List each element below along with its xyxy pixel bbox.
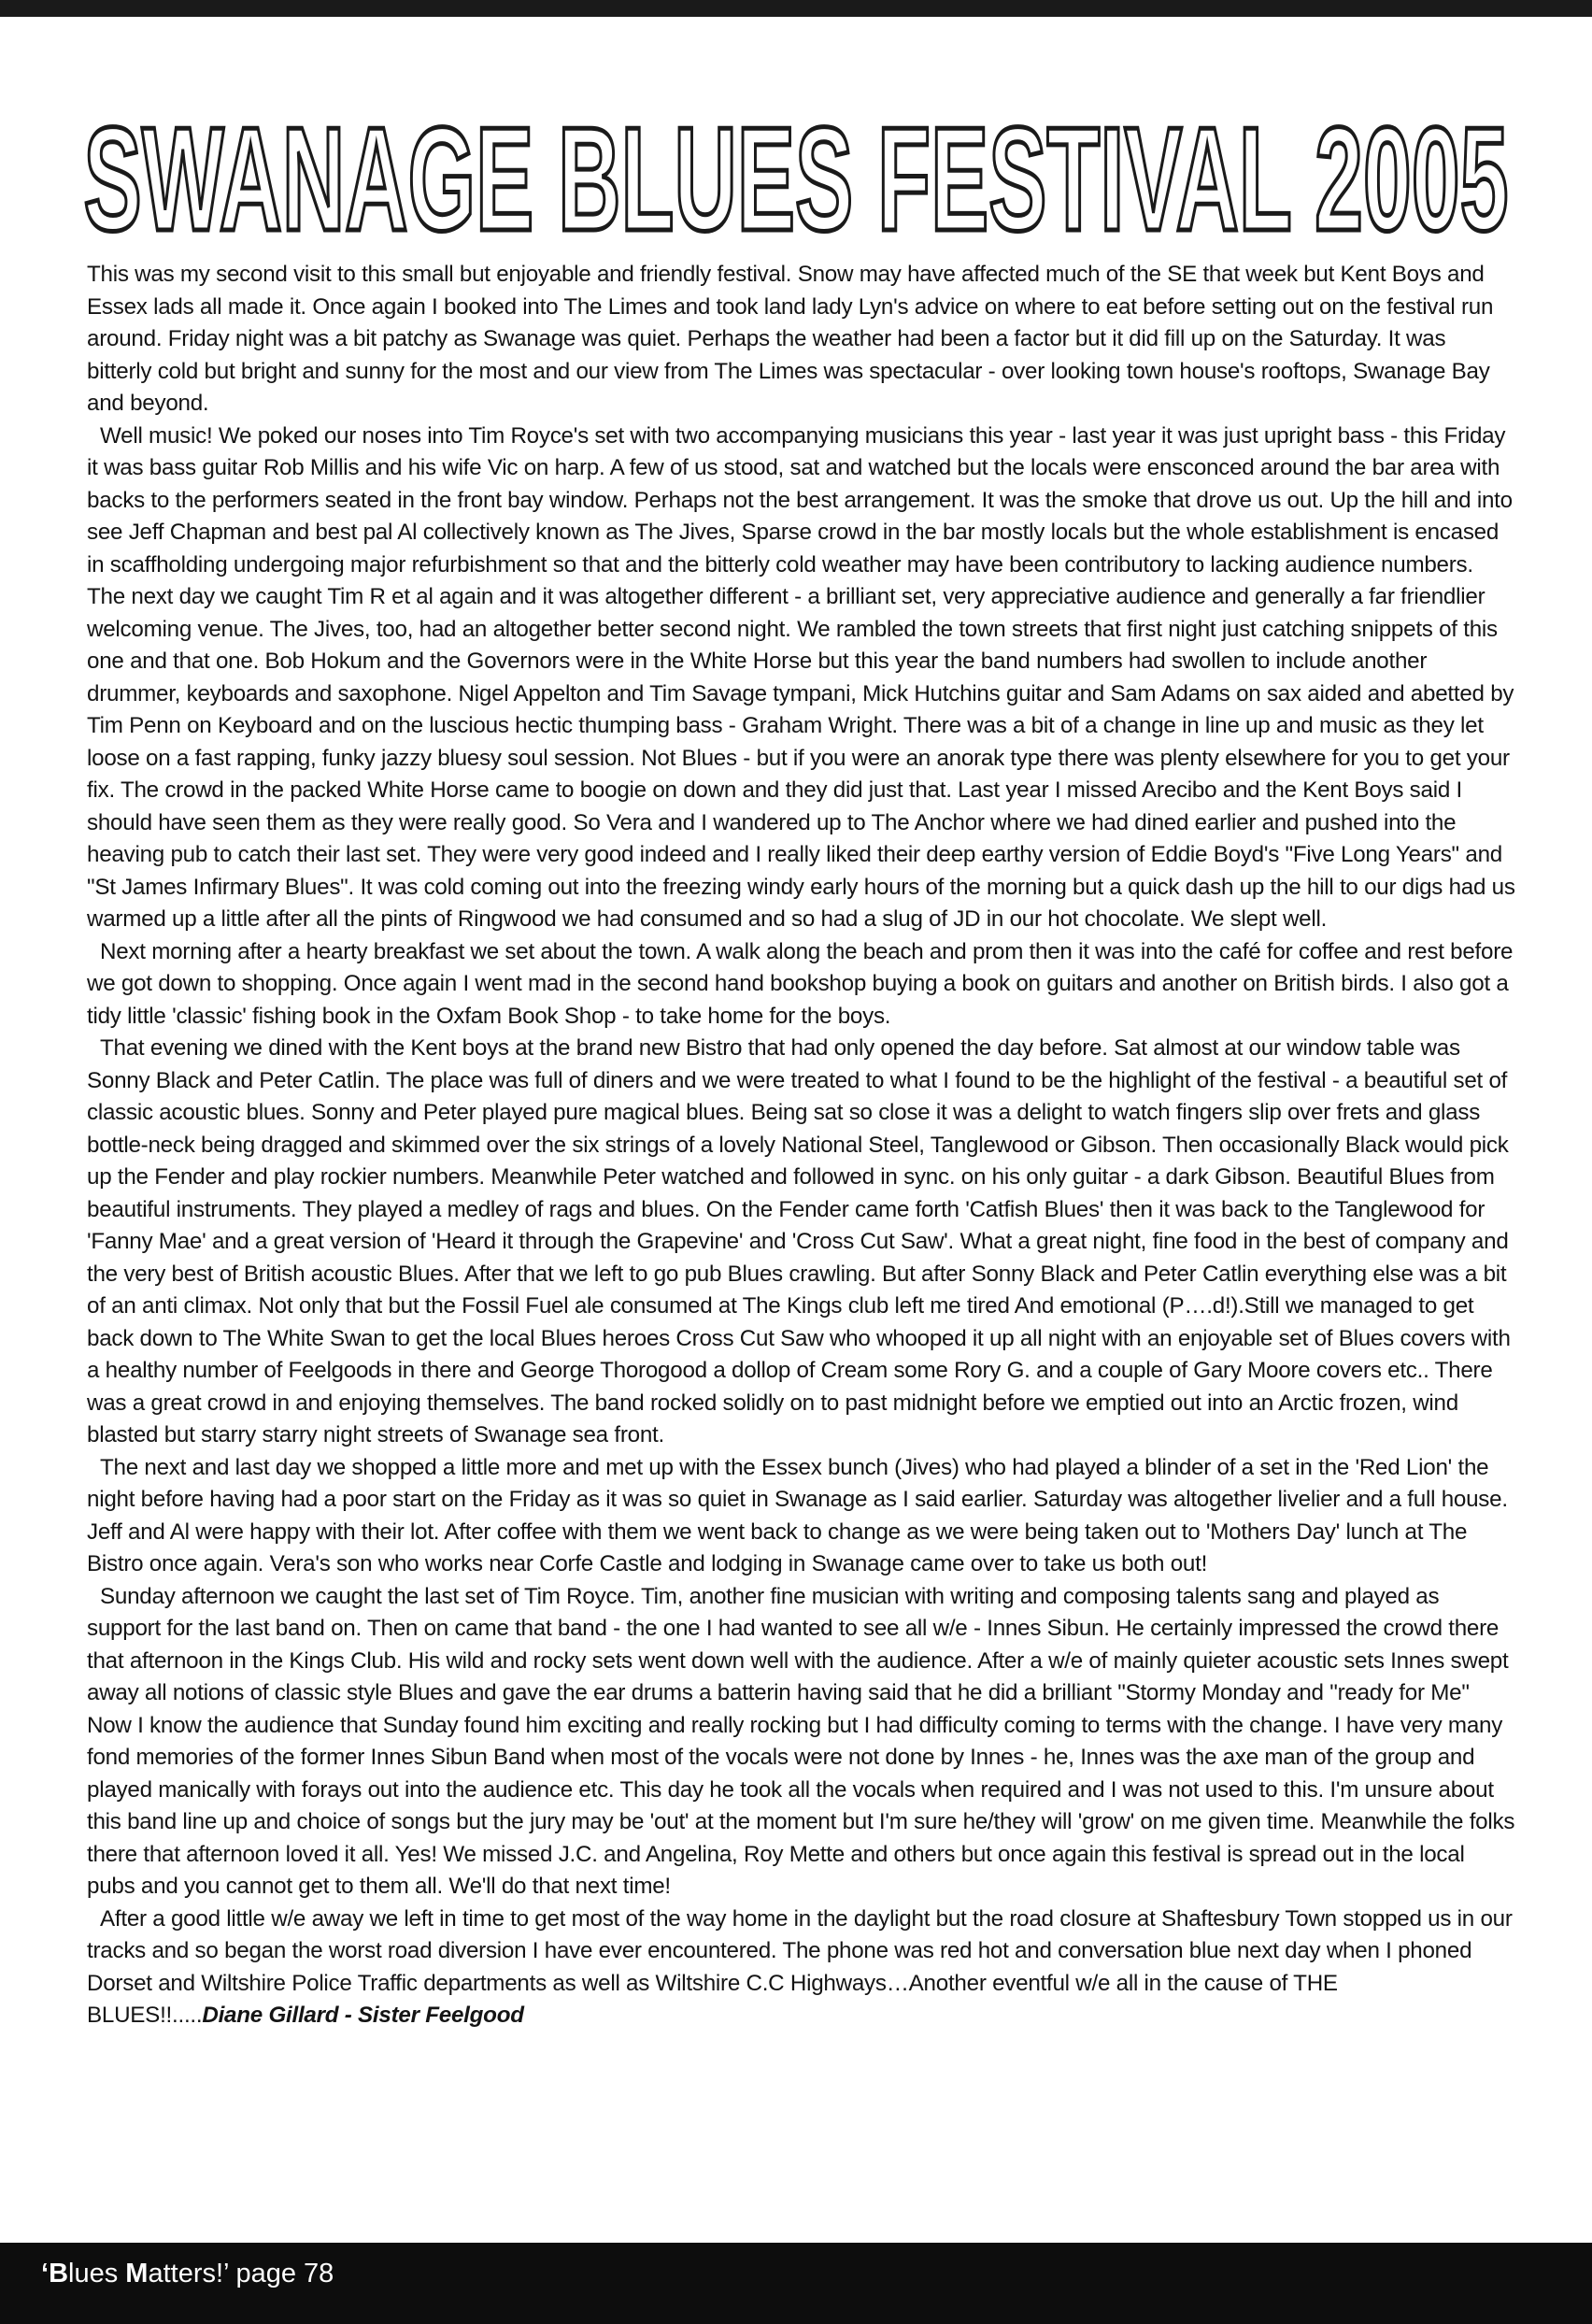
title-text: SWANAGE BLUES FESTIVAL 2005 [83, 110, 1509, 250]
article-body [87, 259, 1516, 2032]
page-number: page 78 [228, 2259, 334, 2288]
author-credit: Diane Gillard - Sister Feelgood [202, 2003, 524, 2028]
paragraph-saturday-morning: Next morning after a hearty breakfast we set about the town. A walk along the beach and prom then it was into the café for coffee and rest before we got down to shopping. Once again I went mad in the second hand bookshop buying a book on guitars and another on British birds. I also got a tidy little 'classic' fishing book in the Oxfam Book Shop - to take home for the boys. [87, 938, 1514, 1029]
paragraph-saturday-evening: That evening we dined with the Kent boys at the brand new Bistro that had only opened the day before. Sat almost at our window table was Sonny Black and Peter Catlin. The place was full of diners and we were treated to what I found to be the highlight of the festival - a beautiful set of classic acoustic blues. Sonny and Peter played pure magical blues. Being sat so close it was a delight to watch fingers slip over frets and glass bottle-neck being dragged and skimmed over the six strings of a lovely National Steel, Tanglewood or Gibson. Then occasionally Black would pick up the Fender and play rockier numbers. Meanwhile Peter watched and followed in sync. on his only guitar - a dark Gibson. Beautiful Blues from beautiful instruments. They played a medley of rags and blues. On the Fender came forth 'Catfish Blues' then it was back to the Tanglewood for 'Fanny Mae' and a great version of 'Heard it through the Grapevine' and 'Cross Cut Saw'. What a great night, fine food in the best of company and the very best of British acoustic Blues. After that we left to go pub Blues crawling. But after Sonny Black and Peter Catlin everything else was a bit of an anti climax. Not only that but the Fossil Fuel ale consumed at The Kings club left me tired And emotional (P….d!).Still we managed to get back down to The White Swan to get the local Blues heroes Cross Cut Saw who whooped it up all night with an enjoyable set of Blues covers with a healthy number of Feelgoods in there and George Thorogood a dollop of Cream some Rory G. and a couple of Gary Moore covers etc.. There was a great crowd in and enjoying themselves. The band rocked solidly on to past midnight before we emptied out into an Arctic frozen, wind blasted but starry starry night streets of Swanage sea front. [87, 1035, 1511, 1447]
footer-page-label: ‘Blues Matters!’ page 78 [41, 2259, 334, 2288]
paragraph-sunday: Sunday afternoon we caught the last set of Tim Royce. Tim, another fine musician with writing and composing talents sang and played as support for the last band on. Then on came that band - the one I had wanted to see all w/e - Innes Sibun. He certainly impressed the crowd there that afternoon in the Kings Club. His wild and rocky sets went down well with the audience. After a w/e of mainly quieter acoustic sets Innes swept away all notions of classic style Blues and gave the ear drums a batterin having said that he did a brilliant "Stormy Monday and "ready for Me" Now I know the audience that Sunday found him exciting and really rocking but I had difficulty coming to terms with the change. I have very many fond memories of the former Innes Sibun Band when most of the vocals were not done by Innes - he, Innes was the axe man of the group and played manically with forays out into the audience etc. This day he took all the vocals when required and I was not used to this. I'm unsure about this band line up and choice of songs but the jury may be 'out' at the moment but I'm sure he/they will 'grow' on me given time. Meanwhile the folks there that afternoon loved it all. Yes! We missed J.C. and Angelina, Roy Mette and others but once again this festival is spread out in the local pubs and you cannot get to them all. We'll do that next time! [87, 1583, 1515, 1899]
paragraph-last-day: The next and last day we shopped a little more and met up with the Essex bunch (Jives) who had played a blinder of a set in the 'Red Lion' the night before having had a poor start on the Friday as it was so quiet in Swanage as I said earlier. Saturday was altogether livelier and a full house. Jeff and Al were happy with their lot. After coffee with them we went back to change as we were being taken out to 'Mothers Day' lunch at The Bistro once again. Vera's son who works near Corfe Castle and lodging in Swanage came over to take us both out! [87, 1454, 1508, 1576]
top-border [0, 0, 1592, 17]
page-title [79, 110, 1514, 250]
closing-text: After a good little w/e away we left in time to get most of the way home in the daylight but the road closure at Shaftesbury Town stopped us in our tracks and so began the worst road diversion I have ever encountered. The phone was red hot and conversation blue next day when I phoned Dorset and Wiltshire Police Traffic departments as well as Wiltshire C.C Highways…Another eventful w/e all in the cause of THE BLUES!!..... [87, 1905, 1513, 2028]
paragraph-friday: Well music! We poked our noses into Tim Royce's set with two accompanying musicians this year - last year it was just upright bass - this Friday it was bass guitar Rob Millis and his wife Vic on harp. A few of us stood, sat and watched but the locals were ensconced around the bar area with backs to the performers seated in the front bay window. Perhaps not the best arrangement. It was the smoke that drove us out. Up the hill and into see Jeff Chapman and best pal Al collectively known as The Jives, Sparse crowd in the bar mostly locals but the whole establishment is encased in scaffholding undergoing major refurbishment so that and the bitterly cold weather may have been contributory to lacking audience numbers. The next day we caught Tim R et al again and it was altogether different - a brilliant set, very appreciative audience and generally a far friendlier welcoming venue. The Jives, too, had an altogether better second night. We rambled the town streets that first night just catching snippets of this one and that one. Bob Hokum and the Governors were in the White Horse but this year the band numbers had swollen to include another drummer, keyboards and saxophone. Nigel Appelton and Tim Savage tympani, Mick Hutchins guitar and Sam Adams on sax aided and abetted by Tim Penn on Keyboard and on the luscious hectic thumping bass - Graham Wright. There was a bit of a change in line up and music as they let loose on a fast rapping, funky jazzy bluesy soul session. Not Blues - but if you were an anorak type there was plenty elsewhere for you to get your fix. The crowd in the packed White Horse came to boogie on down and they did just that. Last year I missed Arecibo and the Kent Boys said I should have seen them as they were really good. So Vera and I wandered up to The Anchor where we had dined earlier and pushed into the heaving pub to catch their last set. They were very good indeed and I really liked their deep earthy version of Eddie Boyd's "Five Long Years" and "St James Infirmary Blues". It was cold coming out into the freezing windy early hours of the morning but a quick dash up the hill to our digs had us warmed up a little after all the pints of Ringwood we had consumed and so had a slug of JD in our hot chocolate. We slept well. [87, 422, 1515, 932]
paragraph-closing [87, 1903, 1516, 2032]
paragraph-intro: This was my second visit to this small but enjoyable and friendly festival. Snow may have affected much of the SE that week but Kent Boys and Essex lads all made it. Once again I booked into The Limes and took land lady Lyn's advice on where to eat before setting out on the festival run around. Friday night was a bit patchy as Swanage was quiet. Perhaps the weather had been a factor but it did fill up on the Saturday. It was bitterly cold but bright and sunny for the most and our view from The Limes was spectacular - over looking town house's rooftops, Swanage Bay and beyond. [87, 262, 1494, 416]
